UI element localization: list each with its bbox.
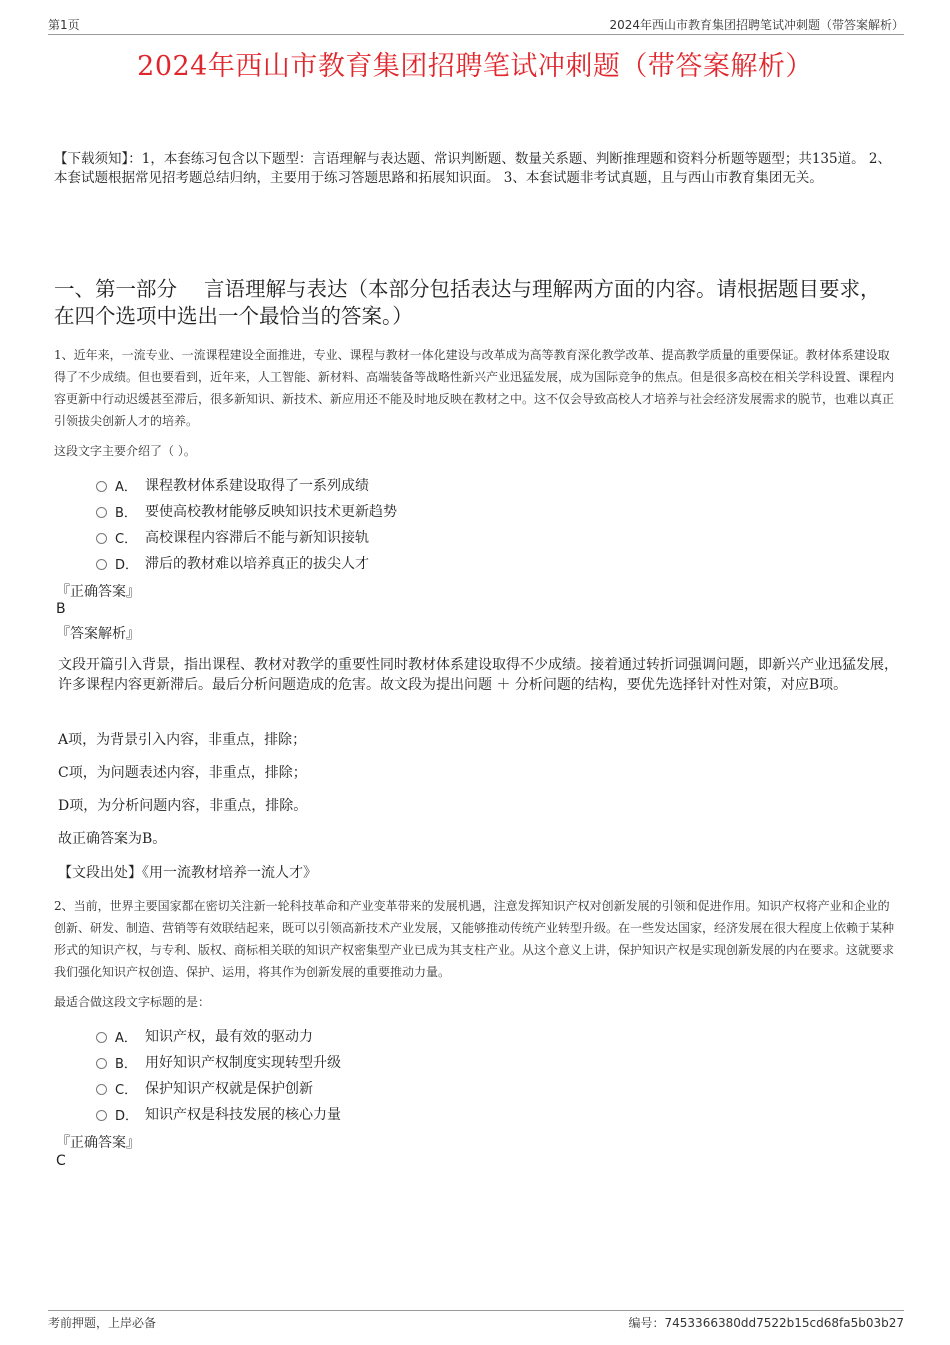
download-notice: 【下载须知】：1，本套练习包含以下题型：言语理解与表达题、常识判断题、数量关系题、判断推理题和资料分析题等题型；共135道。 2、本套试题根据常见招考题总结归纳，主要用于练习答题思路和拓展知识面。 3、本套试题非考试真题，且与西山市教育集团无关。 bbox=[54, 151, 891, 186]
question-1-option-b[interactable]: B． 要使高校教材能够反映知识技术更新趋势 bbox=[96, 500, 397, 522]
page-number-label: 第1页 bbox=[48, 18, 80, 32]
question-2-text: 2、当前，世界主要国家都在密切关注新一轮科技革命和产业变革带来的发展机遇，注意发挥知识产权对创新发展的引领和促进作用。知识产权将产业和企业的创新、研发、制造、营销等有效联结起来，既可以引领高新技术产业发展，又能够推动传统产业转型升级。在一些发达国家，经济发展在很大程度上依赖于某种形式的知识产权，与专利、版权、商标相关联的知识产权密集型产业已成为其支柱产业。从这个意义上讲，保护知识产权是实现创新发展的内在要求。这就要求我们强化知识产权创造、保护、运用，将其作为创新发展的重要推动力量。 bbox=[54, 899, 895, 979]
question-2-option-d[interactable]: D． 知识产权是科技发展的核心力量 bbox=[96, 1103, 341, 1125]
question-1-text: 1、近年来，一流专业、一流课程建设全面推进，专业、课程与教材一体化建设与改革成为高等教育深化教学改革、提高教学质量的重要保证。教材体系建设取得了不少成绩。但也要看到，近年来，人工智能、新材料、高端装备等战略性新兴产业迅猛发展，成为国际竞争的焦点。但是很多高校在相关学科设置、课程内容更新中行动迟缓甚至滞后，很多新知识、新技术、新应用还不能及时地反映在教材之中。这不仅会导致高校人才培养与社会经济发展需求的脱节，也难以真正引领拔尖创新人才的培养。 bbox=[54, 348, 895, 428]
radio-icon[interactable] bbox=[96, 507, 107, 518]
question-2-answer: C bbox=[56, 1153, 66, 1169]
analysis-line: A项，为背景引入内容，非重点，排除； bbox=[58, 732, 307, 748]
question-2-prompt: 最适合做这段文字标题的是： bbox=[54, 995, 211, 1009]
question-1-analysis-paragraph: 文段开篇引入背景，指出课程、教材对教学的重要性同时教材体系建设取得不少成绩。接着通过转折词强调问题，即新兴产业迅猛发展，许多课程内容更新滞后。最后分析问题造成的危害。故文段为提出问题 ＋ 分析问题的结构，要优先选择针对性对策，对应B项。 bbox=[58, 657, 898, 693]
document-serial-number: 编号：7453366380dd7522b15cd68fa5b03b27 bbox=[628, 1316, 904, 1330]
question-1-answer: B bbox=[56, 601, 66, 617]
header-doc-title: 2024年西山市教育集团招聘笔试冲刺题（带答案解析） bbox=[609, 18, 904, 32]
question-1-option-c[interactable]: C． 高校课程内容滞后不能与新知识接轨 bbox=[96, 526, 369, 548]
page-footer bbox=[48, 1310, 904, 1329]
analysis-line: 故正确答案为B。 bbox=[58, 831, 167, 847]
correct-answer-label: 『正确答案』 bbox=[56, 584, 140, 600]
analysis-label: 『答案解析』 bbox=[56, 626, 140, 642]
source-citation: 【文段出处】《用一流教材培养一流人才》 bbox=[58, 865, 317, 881]
radio-icon[interactable] bbox=[96, 481, 107, 492]
page-header bbox=[48, 14, 904, 35]
question-2-option-a[interactable]: A． 知识产权，最有效的驱动力 bbox=[96, 1025, 313, 1047]
section-heading: 一、第一部分 言语理解与表达（本部分包括表达与理解两方面的内容。请根据题目要求，在四个选项中选出一个最恰当的答案。） bbox=[54, 277, 881, 328]
radio-icon[interactable] bbox=[96, 1110, 107, 1121]
radio-icon[interactable] bbox=[96, 533, 107, 544]
radio-icon[interactable] bbox=[96, 1084, 107, 1095]
question-2-option-b[interactable]: B． 用好知识产权制度实现转型升级 bbox=[96, 1051, 341, 1073]
footer-slogan: 考前押题，上岸必备 bbox=[48, 1316, 157, 1330]
question-2-option-c[interactable]: C． 保护知识产权就是保护创新 bbox=[96, 1077, 313, 1099]
document-title: 2024年西山市教育集团招聘笔试冲刺题（带答案解析） bbox=[137, 51, 813, 82]
question-1-prompt: 这段文字主要介绍了（ ）。 bbox=[54, 444, 196, 458]
analysis-line: C项，为问题表述内容，非重点，排除； bbox=[58, 765, 307, 781]
question-1-option-a[interactable]: A． 课程教材体系建设取得了一系列成绩 bbox=[96, 474, 369, 496]
radio-icon[interactable] bbox=[96, 1032, 107, 1043]
radio-icon[interactable] bbox=[96, 1058, 107, 1069]
question-1-option-d[interactable]: D． 滞后的教材难以培养真正的拔尖人才 bbox=[96, 552, 369, 574]
correct-answer-label: 『正确答案』 bbox=[56, 1135, 140, 1151]
radio-icon[interactable] bbox=[96, 559, 107, 570]
analysis-line: D项，为分析问题内容，非重点，排除。 bbox=[58, 798, 308, 814]
